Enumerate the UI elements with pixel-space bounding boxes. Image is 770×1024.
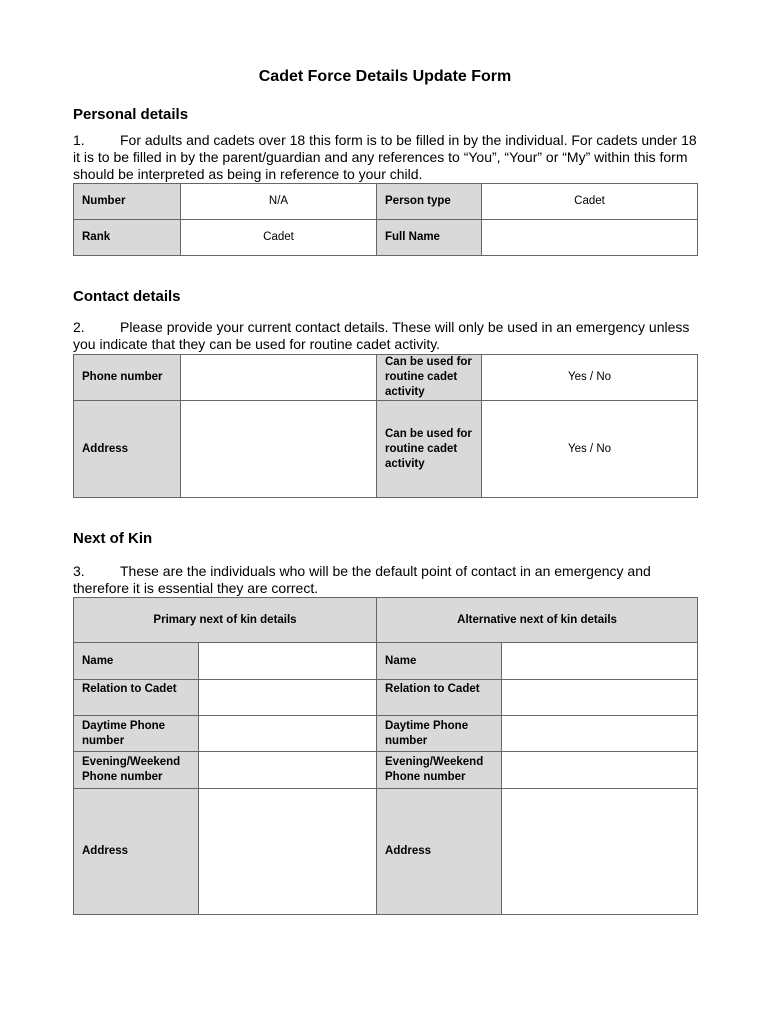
primary-evening-phone-label: Evening/Weekend Phone number xyxy=(74,752,199,789)
phone-routine-field[interactable]: Yes / No xyxy=(482,355,698,401)
full-name-field[interactable] xyxy=(482,220,698,256)
alternative-relation-label: Relation to Cadet xyxy=(377,680,502,716)
phone-routine-label: Can be used for routine cadet activity xyxy=(377,355,482,401)
paragraph-text: For adults and cadets over 18 this form is to be filled in by the individual. For cadets under 18 it is to be filled in by the parent/guardian and any references to “You”, “Your” or “My” within this form should be interpreted as being in reference to your child. xyxy=(73,132,697,182)
alternative-evening-phone-label: Evening/Weekend Phone number xyxy=(377,752,502,789)
rank-field[interactable]: Cadet xyxy=(181,220,377,256)
contact-details-table xyxy=(73,354,698,498)
paragraph-text: Please provide your current contact details. These will only be used in an emergency unless you indicate that they can be used for routine cadet activity. xyxy=(73,319,690,352)
alternative-name-label: Name xyxy=(377,643,502,680)
primary-evening-phone-field[interactable] xyxy=(199,752,377,789)
alternative-address-field[interactable] xyxy=(502,789,698,915)
personal-details-heading: Personal details xyxy=(73,106,189,123)
address-routine-label: Can be used for routine cadet activity xyxy=(377,401,482,498)
phone-number-field[interactable] xyxy=(181,355,377,401)
primary-kin-header: Primary next of kin details xyxy=(74,598,377,643)
next-of-kin-table xyxy=(73,597,698,915)
person-type-label: Person type xyxy=(377,184,482,220)
alternative-name-field[interactable] xyxy=(502,643,698,680)
alternative-daytime-phone-field[interactable] xyxy=(502,716,698,752)
alternative-relation-field[interactable] xyxy=(502,680,698,716)
contact-details-paragraph xyxy=(73,319,703,353)
paragraph-number: 1. xyxy=(73,132,85,148)
rank-label: Rank xyxy=(74,220,181,256)
full-name-label: Full Name xyxy=(377,220,482,256)
phone-number-label: Phone number xyxy=(74,355,181,401)
paragraph-text: These are the individuals who will be the default point of contact in an emergency and therefore it is essential they are correct. xyxy=(73,563,651,596)
alternative-daytime-phone-label: Daytime Phone number xyxy=(377,716,502,752)
primary-relation-field[interactable] xyxy=(199,680,377,716)
address-label: Address xyxy=(74,401,181,498)
personal-details-paragraph xyxy=(73,132,703,183)
contact-details-heading: Contact details xyxy=(73,288,181,305)
alternative-evening-phone-field[interactable] xyxy=(502,752,698,789)
address-field[interactable] xyxy=(181,401,377,498)
primary-daytime-phone-field[interactable] xyxy=(199,716,377,752)
primary-name-label: Name xyxy=(74,643,199,680)
page-title: Cadet Force Details Update Form xyxy=(258,68,512,85)
next-of-kin-paragraph xyxy=(73,563,703,597)
address-routine-field[interactable]: Yes / No xyxy=(482,401,698,498)
primary-address-field[interactable] xyxy=(199,789,377,915)
primary-address-label: Address xyxy=(74,789,199,915)
alternative-kin-header: Alternative next of kin details xyxy=(377,598,698,643)
paragraph-number: 2. xyxy=(73,319,85,335)
primary-relation-label: Relation to Cadet xyxy=(74,680,199,716)
primary-daytime-phone-label: Daytime Phone number xyxy=(74,716,199,752)
alternative-address-label: Address xyxy=(377,789,502,915)
next-of-kin-heading: Next of Kin xyxy=(73,530,153,547)
personal-details-table xyxy=(73,183,698,256)
primary-name-field[interactable] xyxy=(199,643,377,680)
paragraph-number: 3. xyxy=(73,563,85,579)
number-field[interactable]: N/A xyxy=(181,184,377,220)
number-label: Number xyxy=(74,184,181,220)
person-type-field[interactable]: Cadet xyxy=(482,184,698,220)
